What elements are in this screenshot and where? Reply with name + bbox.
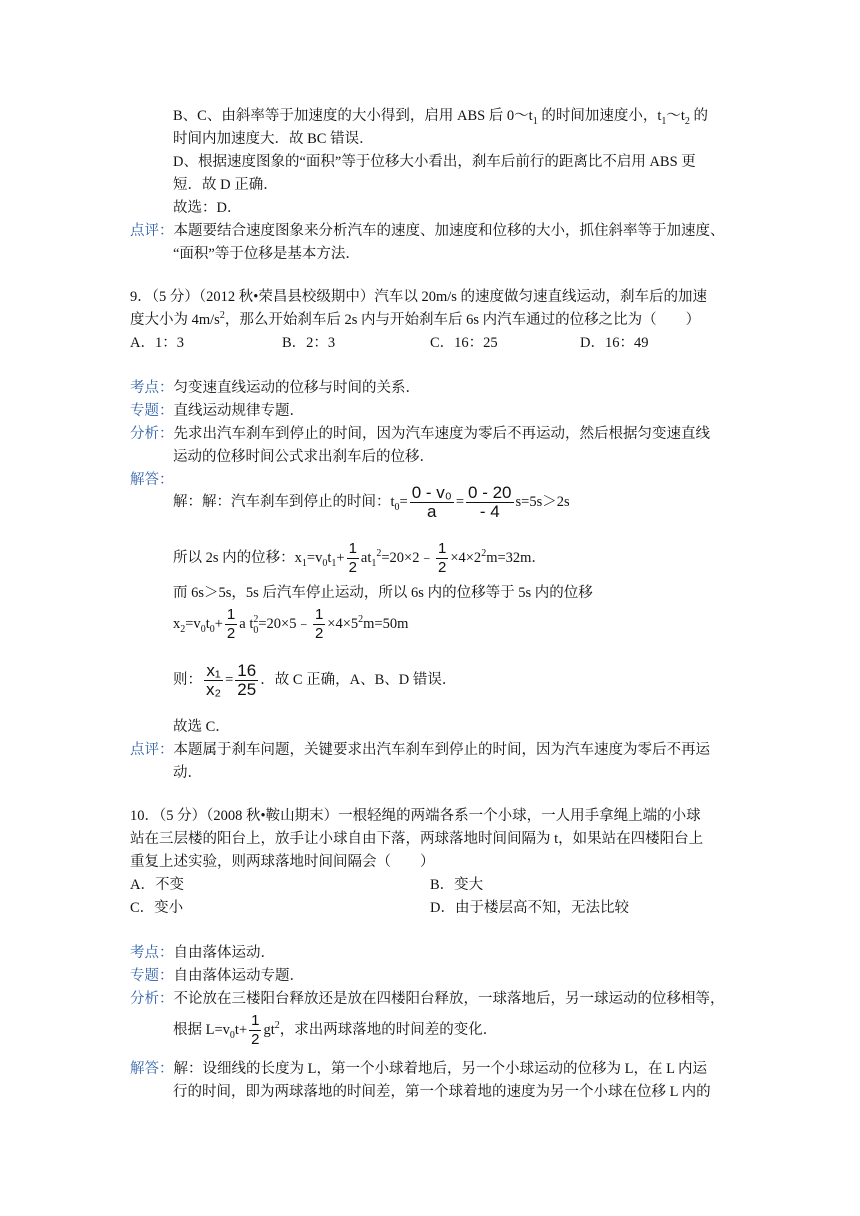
fraction-16-over-25: $\frac{16}{25}$ <box>237 661 257 700</box>
q10-fenxi-line-2: 根据 $L=v_0t+$ $\frac{1}{2}$ $gt^2$，求出两球落地的时间差的变化． <box>173 1012 498 1049</box>
q9-fenxi-line-1: 分析：先求出汽车刹车到停止的时间，因为汽车速度为零后不再运动，然后根据匀变速直线 <box>130 426 710 442</box>
q10-option-a: A．不变 <box>130 877 184 893</box>
kaodian-label: 考点： <box>130 380 174 396</box>
q9-stem-line-2: 度大小为 $4m/s^2$，那么开始刹车后 2s 内与开始刹车后 6s 内汽车通过的位移之比为（ ） <box>130 310 701 328</box>
zhuanti-label: 专题： <box>130 968 174 984</box>
comment-line-2: “面积”等于位移是基本方法． <box>173 246 360 262</box>
fraction-half: $\frac{1}{2}$ <box>251 1012 260 1049</box>
fraction-half: $\frac{1}{2}$ <box>314 606 324 643</box>
q9-zhuanti: 专题：直线运动规律专题． <box>130 403 304 419</box>
comment-line-1: 点评：本题要结合速度图象来分析汽车的速度、加速度和位移的大小，抓住斜率等于加速度、 <box>130 223 725 239</box>
q10-zhuanti: 专题：自由落体运动专题． <box>130 968 304 984</box>
q10-jieda-line-1: 解答：解：设细线的长度为 L，第一个小球着地后，另一个小球运动的位移为 L，在 L 内运 <box>130 1061 708 1077</box>
q9-jieda-label: 解答： <box>130 472 174 488</box>
q9-option-a: A．1：3 <box>130 335 184 351</box>
comment-label: 点评： <box>130 223 174 239</box>
fraction-20-over-4: $\frac{0 - 20}{- 4}$ <box>468 483 512 522</box>
q10-jieda-line-2: 行的时间，即为两球落地的时间差，第一个球着地的速度为另一个小球在位移 L 内的 <box>173 1084 711 1100</box>
q9-dianping-line-1: 点评：本题属于刹车问题，关键要求出汽车刹车到停止的时间，因为汽车速度为零后不再运 <box>130 742 710 758</box>
solution-choice: 故选：D． <box>173 200 242 216</box>
q10-fenxi-line-1: 分析：不论放在三楼阳台释放还是放在四楼阳台释放，一球落地后，另一球运动的位移相等， <box>130 991 725 1007</box>
solution-d-line-2: 短．故 D 正确． <box>173 177 278 193</box>
q9-solution-line-1: 解：解：汽车刹车到停止的时间：$t_0=$ $\frac{\text{0 - v₀}}{a}$ = $\frac{0 - 20}{- 4}$ s=5s＞2s <box>173 483 570 522</box>
zhuanti-label: 专题： <box>130 403 174 419</box>
q9-solution-line-2: 所以 2s 内的位移：$x_1=v_0t_1+$ $\frac{1}{2}$ $at_1^2=20\times 2﹣$ $\frac{1}{2}$ $\times 4\times 2^2m=32m$． <box>173 540 546 577</box>
q9-option-b: B．2：3 <box>282 335 336 351</box>
solution-d-line-1: D、根据速度图象的“面积”等于位移大小看出，刹车后前行的距离比不启用 ABS 更 <box>173 154 696 170</box>
q9-dianping-line-2: 动． <box>173 765 202 781</box>
q9-option-c: C．16：25 <box>430 335 498 351</box>
q10-stem-line-3: 重复上述实验，则两球落地时间间隔会（ ） <box>130 854 435 870</box>
fraction-half: $\frac{1}{2}$ <box>348 540 357 577</box>
q10-stem-line-1: 10．（5 分）（2008 秋•鞍山期末）一根轻绳的两端各系一个小球，一人用手拿绳上端的小球 <box>130 808 701 824</box>
fraction-x1-over-x2: $\frac{\text{x₁}}{\text{x₂}}$ <box>206 661 222 700</box>
q9-solution-choice: 故选 C． <box>173 719 230 735</box>
fraction-half: $\frac{1}{2}$ <box>226 606 236 643</box>
fraction-v0-over-a: $\frac{\text{0 - v₀}}{a}$ <box>411 483 452 522</box>
dianping-label: 点评： <box>130 742 174 758</box>
fraction-half: $\frac{1}{2}$ <box>437 540 447 577</box>
q10-option-d: D．由于楼层高不知，无法比较 <box>430 900 629 916</box>
q9-solution-line-3: 而 6s＞5s，5s 后汽车停止运动，所以 6s 内的位移等于 5s 内的位移 <box>173 585 593 601</box>
kaodian-label: 考点： <box>130 945 174 961</box>
q10-kaodian: 考点：自由落体运动． <box>130 945 275 961</box>
jieda-label: 解答： <box>130 1061 174 1077</box>
q9-fenxi-line-2: 运动的位移时间公式求出刹车后的位移． <box>173 449 434 465</box>
q9-stem-line-1: 9．（5 分）（2012 秋•荣昌县校级期中）汽车以 20m/s 的速度做匀速直线运动，刹车后的加速 <box>130 289 708 305</box>
q9-option-d: D．16：49 <box>580 335 649 351</box>
q9-solution-line-4: $x_2=v_0t_0+$ $\frac{1}{2}$ a t 2 0 =20×5﹣ $\frac{1}{2}$ $\times 4\times 5^2m=50m$ <box>173 606 409 643</box>
q9-solution-line-5: 则： $\frac{\text{x₁}}{\text{x₂}}$ = $\frac{16}{25}$ ．故 C 正确，A、B、D 错误． <box>173 661 457 700</box>
fenxi-label: 分析： <box>130 991 174 1007</box>
q10-option-c: C．变小 <box>130 900 184 916</box>
solution-bc-line-2: 时间内加速度大．故 BC 错误． <box>173 131 374 147</box>
q10-option-b: B．变大 <box>430 877 484 893</box>
q9-kaodian: 考点：匀变速直线运动的位移与时间的关系． <box>130 380 420 396</box>
q10-stem-line-2: 站在三层楼的阳台上，放手让小球自由下落，两球落地时间间隔为 t，如果站在四楼阳台上 <box>130 831 704 847</box>
solution-bc-line-1: B、C、由斜率等于加速度的大小得到，启用 ABS 后 $0\sim t_1$ 的时间加速度小，$t_1\sim t_2$ 的 <box>173 108 709 127</box>
fenxi-label: 分析： <box>130 426 174 442</box>
